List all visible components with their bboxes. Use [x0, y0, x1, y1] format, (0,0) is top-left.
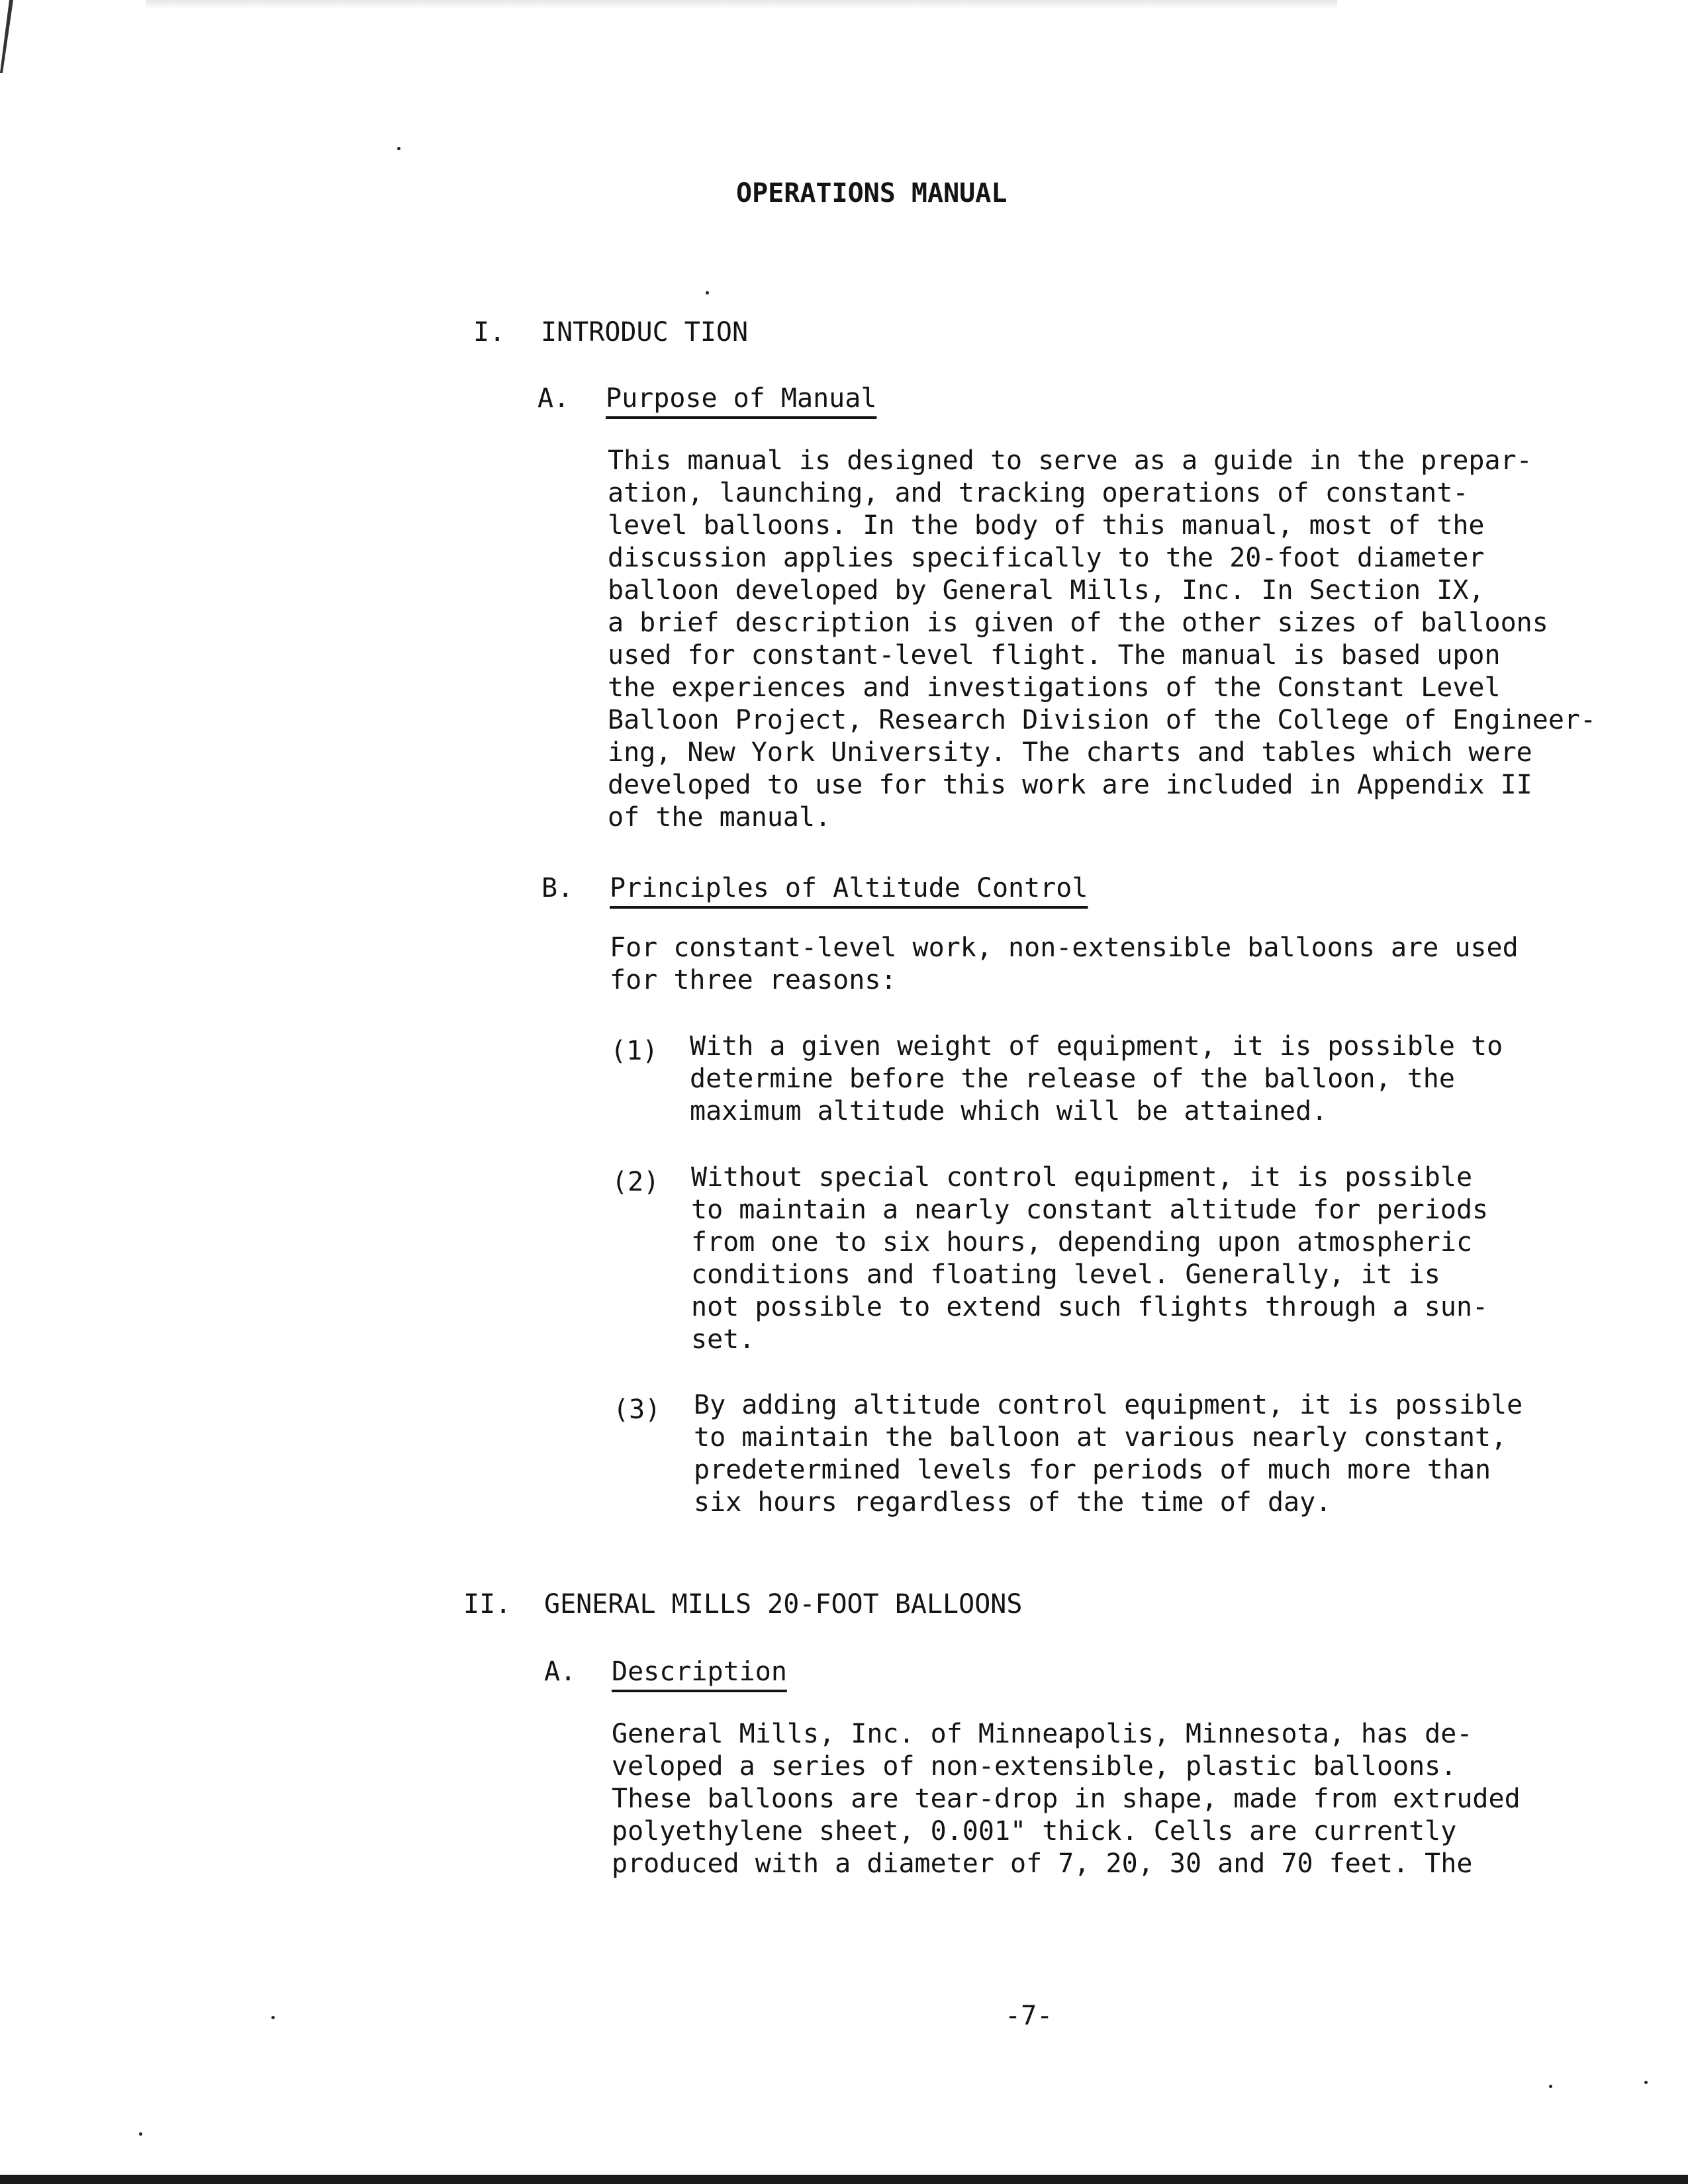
list-item-2-number: (2): [612, 1167, 660, 1197]
paragraph-line: produced with a diameter of 7, 20, 30 and 70 feet. The: [612, 1848, 1473, 1879]
subsection-2a-letter: A.: [544, 1657, 577, 1687]
scan-speck: [397, 147, 400, 150]
paragraph-line: level balloons. In the body of this manual, most of the: [608, 510, 1485, 541]
list-item-line: set.: [691, 1324, 755, 1355]
list-item-line: conditions and floating level. Generally, it is: [691, 1259, 1440, 1290]
subsection-1b-letter: B.: [541, 873, 574, 903]
paragraph-line: General Mills, Inc. of Minneapolis, Minnesota, has de-: [612, 1719, 1473, 1749]
document-title: OPERATIONS MANUAL: [736, 178, 1008, 208]
purpose-paragraph: [608, 445, 1596, 834]
scan-speck: [1644, 2081, 1648, 2084]
list-item-line: six hours regardless of the time of day.: [694, 1487, 1332, 1518]
paragraph-line: for three reasons:: [610, 965, 897, 995]
paragraph-line: ation, launching, and tracking operations of constant-: [608, 478, 1469, 508]
list-item-line: By adding altitude control equipment, it is possible: [694, 1390, 1523, 1420]
subsection-1a-heading: Purpose of Manual: [606, 383, 877, 414]
paragraph-line: discussion applies specifically to the 20-foot diameter: [608, 543, 1485, 573]
scan-speck: [271, 2016, 275, 2019]
list-item-line: to maintain the balloon at various nearly constant,: [694, 1422, 1507, 1453]
paragraph-line: This manual is designed to serve as a guide in the prepar-: [608, 445, 1532, 476]
list-item-line: With a given weight of equipment, it is possible to: [690, 1031, 1503, 1062]
subsection-1a-letter: A.: [538, 383, 570, 414]
scan-speck: [1549, 2085, 1552, 2088]
description-paragraph: [612, 1718, 1521, 1880]
list-item-1-text: [690, 1030, 1503, 1128]
list-item-3-number: (3): [613, 1394, 661, 1425]
list-item-line: maximum altitude which will be attained.: [690, 1096, 1328, 1126]
principles-intro: [610, 932, 1519, 997]
scan-corner-mark: [0, 0, 13, 73]
list-item-line: determine before the release of the balloon, the: [690, 1064, 1455, 1094]
paragraph-line: These balloons are tear-drop in shape, made from extruded: [612, 1784, 1521, 1814]
section-1-heading: INTRODUC TION: [541, 317, 749, 347]
list-item-3-text: [694, 1389, 1523, 1519]
paragraph-line: Balloon Project, Research Division of the College of Engineer-: [608, 705, 1597, 735]
paragraph-line: of the manual.: [608, 802, 831, 833]
list-item-1-number: (1): [610, 1036, 659, 1066]
paragraph-line: ing, New York University. The charts and tables which were: [608, 737, 1532, 768]
paragraph-line: balloon developed by General Mills, Inc. In Section IX,: [608, 575, 1485, 606]
section-1-numeral: I.: [473, 317, 506, 347]
paragraph-line: polyethylene sheet, 0.001" thick. Cells are currently: [612, 1816, 1457, 1846]
scan-bottom-edge: [0, 2175, 1688, 2184]
scan-top-shadow: [146, 0, 1337, 9]
list-item-line: Without special control equipment, it is possible: [691, 1162, 1473, 1193]
paragraph-line: For constant-level work, non-extensible balloons are used: [610, 933, 1519, 963]
list-item-line: from one to six hours, depending upon atmospheric: [691, 1227, 1473, 1257]
paragraph-line: developed to use for this work are included in Appendix II: [608, 770, 1532, 800]
subsection-1b-heading: Principles of Altitude Control: [610, 873, 1088, 903]
scan-speck: [139, 2132, 142, 2136]
list-item-line: to maintain a nearly constant altitude for periods: [691, 1195, 1489, 1225]
paragraph-line: used for constant-level flight. The manual is based upon: [608, 640, 1501, 670]
subsection-2a-heading: Description: [612, 1657, 787, 1687]
section-2-numeral: II.: [463, 1589, 512, 1619]
list-item-2-text: [691, 1161, 1488, 1356]
paragraph-line: veloped a series of non-extensible, plastic balloons.: [612, 1751, 1457, 1782]
paragraph-line: a brief description is given of the other sizes of balloons: [608, 608, 1548, 638]
page-number: -7-: [1005, 2001, 1053, 2031]
list-item-line: predetermined levels for periods of much more than: [694, 1455, 1491, 1485]
scan-speck: [706, 291, 709, 295]
section-2-heading: GENERAL MILLS 20-FOOT BALLOONS: [544, 1589, 1023, 1619]
paragraph-line: the experiences and investigations of the Constant Level: [608, 672, 1501, 703]
list-item-line: not possible to extend such flights through a sun-: [691, 1292, 1489, 1322]
